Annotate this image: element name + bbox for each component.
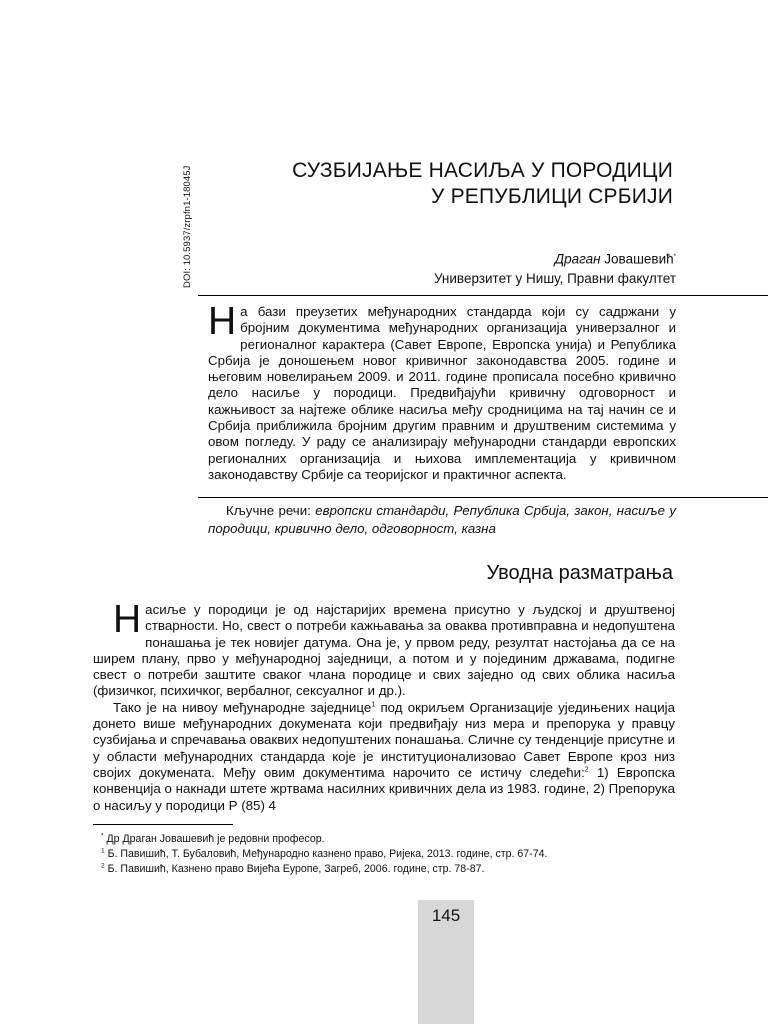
body-paragraph-2 (93, 700, 675, 814)
footnote-2 (93, 862, 675, 877)
title-line-1: СУЗБИЈАЊЕ НАСИЉА У ПОРОДИЦИ (292, 159, 673, 182)
abstract (208, 300, 676, 483)
abstract-bottom-rule (198, 497, 768, 498)
footnotes (93, 832, 675, 877)
footnote-text: Б. Павишић, Т. Бубаловић, Међународно казнено право, Ријека, 2013. године, стр. 67-74. (104, 848, 548, 860)
abstract-top-rule (198, 295, 768, 296)
author-last-name: Јовашевић (600, 251, 674, 267)
footnote-separator (93, 824, 233, 825)
page-number-box (418, 900, 474, 1024)
footnote-marker: 1 (101, 847, 105, 855)
footnote-1 (93, 847, 675, 862)
keywords-list: европски стандарди, Република Србија, закон, насиље у породици, кривично дело, одговорност, казна (208, 503, 676, 536)
body-paragraph-1 (93, 598, 675, 700)
body-paragraph-1-text: асиље у породици је од најстаријих времена присутно у људској и друштвеној стварности. Но, свест о потреби кажњавања за оваква противправна и недопуштена понашања је тек новијег датума. Она је, у првом реду, резултат настојања да се на ширем плану, прво у међународној заједници, а потом и у појединим државама, подигне свест о потреби заштите сваког члана породице и свих заједно од свих облика насиља (физичког, психичког, вербалног, сексуалног и др.). (93, 602, 675, 699)
footnote-marker: 2 (101, 862, 105, 870)
keywords-label: Кључне речи: (226, 503, 316, 518)
title-line-2: У РЕПУБЛИЦИ СРБИЈИ (431, 185, 673, 208)
abstract-dropcap: Н (208, 300, 237, 343)
author-footnote-marker: * (673, 254, 676, 260)
author-first-name: Драган (554, 251, 601, 267)
footnote-ref-2[interactable]: 2 (584, 766, 589, 774)
footnote-marker: * (101, 832, 104, 840)
abstract-text: а бази преузетих међународних стандарда који су садржани у бројним документима међународних организација универзалног и регионалног карактера (Савет Европе, Европска унија) и Република Србија је доношењем новог кривичног законодавства 2005. године и његовим новелирањем 2009. и 2011. године прописала посебно кривично дело насиље у породици. Предвиђајући кривичну одговорност и кажњивост за најтеже облике насиља међу сродницима на тај начин се и Србија приближила бројним другим правним и друштвеним системима у овом погледу. У раду се анализирају међународни стандарди европских регионалних организација и њихова имплементација у кривичном законодавству Србије са теоријског и практичног аспекта. (208, 304, 676, 482)
footnote-author (93, 832, 675, 847)
author-block (300, 248, 676, 288)
body-paragraph-2-part-3: 1) Европска конвенција о накнади штете жртвама насилних кривичних дела из 1983. године, 2) Препорука о насиљу у породици Р (85) 4 (93, 764, 675, 813)
footnote-ref-1[interactable]: 1 (371, 701, 376, 709)
footnote-text: Др Драган Јовашевић је редовни професор. (103, 833, 325, 845)
body-dropcap: Н (113, 598, 142, 641)
keywords (208, 502, 676, 537)
doi-label: DOI: 10.5937/zrpfn1-18045J (182, 165, 193, 288)
article-title (250, 158, 673, 210)
body-text (93, 598, 675, 814)
body-paragraph-2-part-2: под окриљем Организације уједињених нација донето више међународних докумената који предвиђају низ мера и препорука у правцу сузбијања и спречавања оваквих недопуштених понашања. Сличне су тенденције присутне и у области међународних стандарда које је институционализовао Савет Европе кроз низ својих докумената. Међу овим документима нарочито се истичу следећи: (93, 699, 675, 780)
author-name (300, 248, 676, 269)
section-heading: Уводна разматрања (486, 562, 673, 584)
page-number: 145 (431, 906, 461, 925)
body-paragraph-2-part-1: Тако је на нивоу међународне заједнице (113, 699, 372, 715)
author-affiliation: Универзитет у Нишу, Правни факултет (433, 270, 676, 286)
footnote-text: Б. Павишић, Казнено право Вијећа Еуропе, Загреб, 2006. године, стр. 78-87. (104, 863, 485, 875)
